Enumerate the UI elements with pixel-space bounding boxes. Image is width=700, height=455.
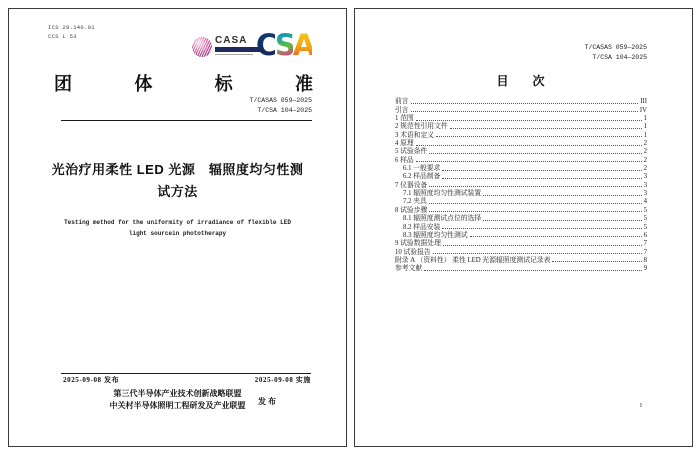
- toc-page: [354, 8, 693, 447]
- toc-entry: [395, 239, 647, 247]
- toc-entry: [395, 172, 647, 180]
- toc-entry: [395, 197, 647, 205]
- toc-leader-dots: [442, 170, 641, 171]
- toc-title: 目 次: [496, 74, 551, 88]
- document-title-english-line2: light sourcein phototherapy: [128, 230, 227, 238]
- toc-leader-dots: [416, 161, 642, 162]
- ccs-code-line: CCS L 53: [48, 33, 77, 41]
- issue-date: 2025-09-08 发布: [63, 376, 120, 384]
- toc-leader-dots: [442, 178, 641, 179]
- document-title: [29, 159, 326, 203]
- toc-entry-label: 2 规范性引用文件: [395, 123, 448, 131]
- issuing-org-1: 第三代半导体产业技术创新战略联盟: [113, 389, 242, 398]
- toc-leader-dots: [436, 136, 642, 137]
- toc-entry-label: 7.2 夹具: [403, 198, 427, 206]
- toc-entry: [395, 130, 647, 138]
- toc-entry-page: 2: [643, 165, 647, 173]
- toc-entry-label: 10 试验报告: [395, 248, 431, 256]
- toc-entry: [395, 264, 647, 272]
- csa-logo: [256, 28, 313, 62]
- issuing-organizations: [9, 388, 346, 411]
- header-standard-number-csa: T/CSA 104—2025: [592, 53, 647, 61]
- toc-entry-label: 9 试验数据处理: [395, 240, 441, 248]
- toc-entry-page: 3: [643, 190, 647, 198]
- toc-list: [395, 97, 647, 272]
- toc-entry-page: 4: [643, 198, 647, 206]
- toc-entry-label: 参考文献: [395, 265, 423, 273]
- toc-entry-label: 6.2 样品制备: [403, 173, 441, 181]
- date-row: [63, 375, 311, 385]
- toc-entry-page: 1: [643, 131, 647, 139]
- toc-entry-label: 5 试验条件: [395, 148, 428, 156]
- toc-entry-page: 2: [643, 148, 647, 156]
- casa-logo: [192, 35, 261, 57]
- publish-label: 发布: [258, 397, 278, 406]
- standard-type-char: 准: [294, 74, 313, 94]
- toc-entry-label: 8.3 辐照度均匀性测试: [403, 231, 468, 239]
- toc-entry: [395, 139, 647, 147]
- standard-type-heading: [54, 70, 313, 96]
- csa-letter-s: S: [274, 28, 293, 62]
- casa-logo-banner: [215, 47, 261, 52]
- toc-leader-dots: [424, 270, 641, 271]
- toc-entry-label: 引言: [395, 106, 409, 114]
- toc-entry-label: 附录 A （资料性） 柔性 LED 光源辐照度测试记录表: [395, 256, 551, 264]
- toc-entry-page: 2: [643, 140, 647, 148]
- toc-entry-page: 5: [643, 215, 647, 223]
- toc-entry-label: 7 仪器设备: [395, 181, 428, 189]
- toc-entry: [395, 97, 647, 105]
- toc-entry-label: 8 试验步骤: [395, 206, 428, 214]
- toc-entry-page: 5: [643, 223, 647, 231]
- standard-type-char: 标: [214, 74, 233, 94]
- implement-date: 2025-09-08 实施: [254, 376, 311, 384]
- document-title-line2: 试方法: [157, 184, 198, 200]
- toc-entry-page: 3: [643, 181, 647, 189]
- standard-number-csa: T/CSA 104—2025: [257, 106, 312, 114]
- header-standard-number-casas: T/CASAS 059—2025: [584, 44, 647, 51]
- toc-entry-page: III: [640, 98, 647, 106]
- toc-entry-label: 1 范围: [395, 115, 414, 123]
- toc-entry-page: 3: [643, 173, 647, 181]
- footer-rule: [61, 373, 311, 374]
- toc-entry: [395, 256, 647, 264]
- toc-entry-page: 1: [643, 123, 647, 131]
- toc-leader-dots: [470, 236, 642, 237]
- toc-entry-page: 8: [643, 256, 647, 264]
- standard-numbers: [250, 96, 312, 116]
- standard-type-char: 团: [54, 74, 72, 94]
- toc-leader-dots: [429, 203, 642, 204]
- csa-letter-c: C: [256, 28, 275, 62]
- toc-entry-label: 3 术语和定义: [395, 131, 435, 139]
- cover-page: [8, 8, 347, 447]
- casa-logo-text: CASA: [215, 35, 248, 46]
- header-standard-numbers: [585, 43, 647, 63]
- toc-leader-dots: [411, 111, 638, 112]
- toc-entry-label: 7.1 辐照度均匀性测试装置: [403, 190, 482, 198]
- toc-entry-page: 9: [643, 265, 647, 273]
- toc-entry-label: 8.1 辐照度测试点位的选择: [403, 215, 482, 223]
- toc-entry-page: 7: [643, 240, 647, 248]
- folio-page-number: I: [639, 402, 642, 409]
- standard-number-casas: T/CASAS 059—2025: [249, 97, 312, 104]
- toc-leader-dots: [483, 195, 641, 196]
- toc-leader-dots: [442, 228, 641, 229]
- toc-entry-page: 1: [643, 115, 647, 123]
- document-title-english: [29, 217, 326, 240]
- toc-entry-label: 8.2 样品安装: [403, 223, 441, 231]
- toc-entry-label: 6.1 一般要求: [403, 165, 441, 173]
- toc-leader-dots: [450, 128, 642, 129]
- casa-logo-underline: [215, 54, 253, 55]
- toc-entry-label: 6 样品: [395, 156, 414, 164]
- toc-leader-dots: [552, 261, 641, 262]
- toc-entry: [395, 147, 647, 155]
- toc-leader-dots: [416, 120, 642, 121]
- header-rule: [61, 120, 312, 121]
- toc-leader-dots: [411, 103, 639, 104]
- toc-entry-label: 前言: [395, 98, 409, 106]
- toc-entry-page: 7: [643, 248, 647, 256]
- document-title-line1: 光治疗用柔性 LED 光源 辐照度均匀性测: [51, 162, 304, 177]
- ics-codes: [48, 23, 95, 42]
- toc-leader-dots: [483, 220, 641, 221]
- toc-entry-page: 6: [643, 231, 647, 239]
- standard-type-char: 体: [134, 74, 153, 94]
- document-title-english-line1: Testing method for the uniformity of irradiance of flexible LED: [64, 219, 291, 226]
- toc-entry-page: 5: [643, 206, 647, 214]
- ics-code-line: ICS 29.140.01: [48, 24, 95, 31]
- toc-entry: [395, 105, 647, 113]
- toc-leader-dots: [429, 153, 641, 154]
- csa-letter-a: A: [292, 28, 313, 62]
- toc-leader-dots: [443, 245, 642, 246]
- issuing-org-2: 中关村半导体照明工程研发及产业联盟: [109, 400, 246, 410]
- toc-entry-page: 2: [643, 156, 647, 164]
- toc-leader-dots: [416, 145, 642, 146]
- toc-entry-page: IV: [639, 106, 647, 114]
- toc-entry-label: 4 原理: [395, 140, 414, 148]
- toc-entry: [395, 189, 647, 197]
- casa-sphere-icon: [192, 37, 212, 57]
